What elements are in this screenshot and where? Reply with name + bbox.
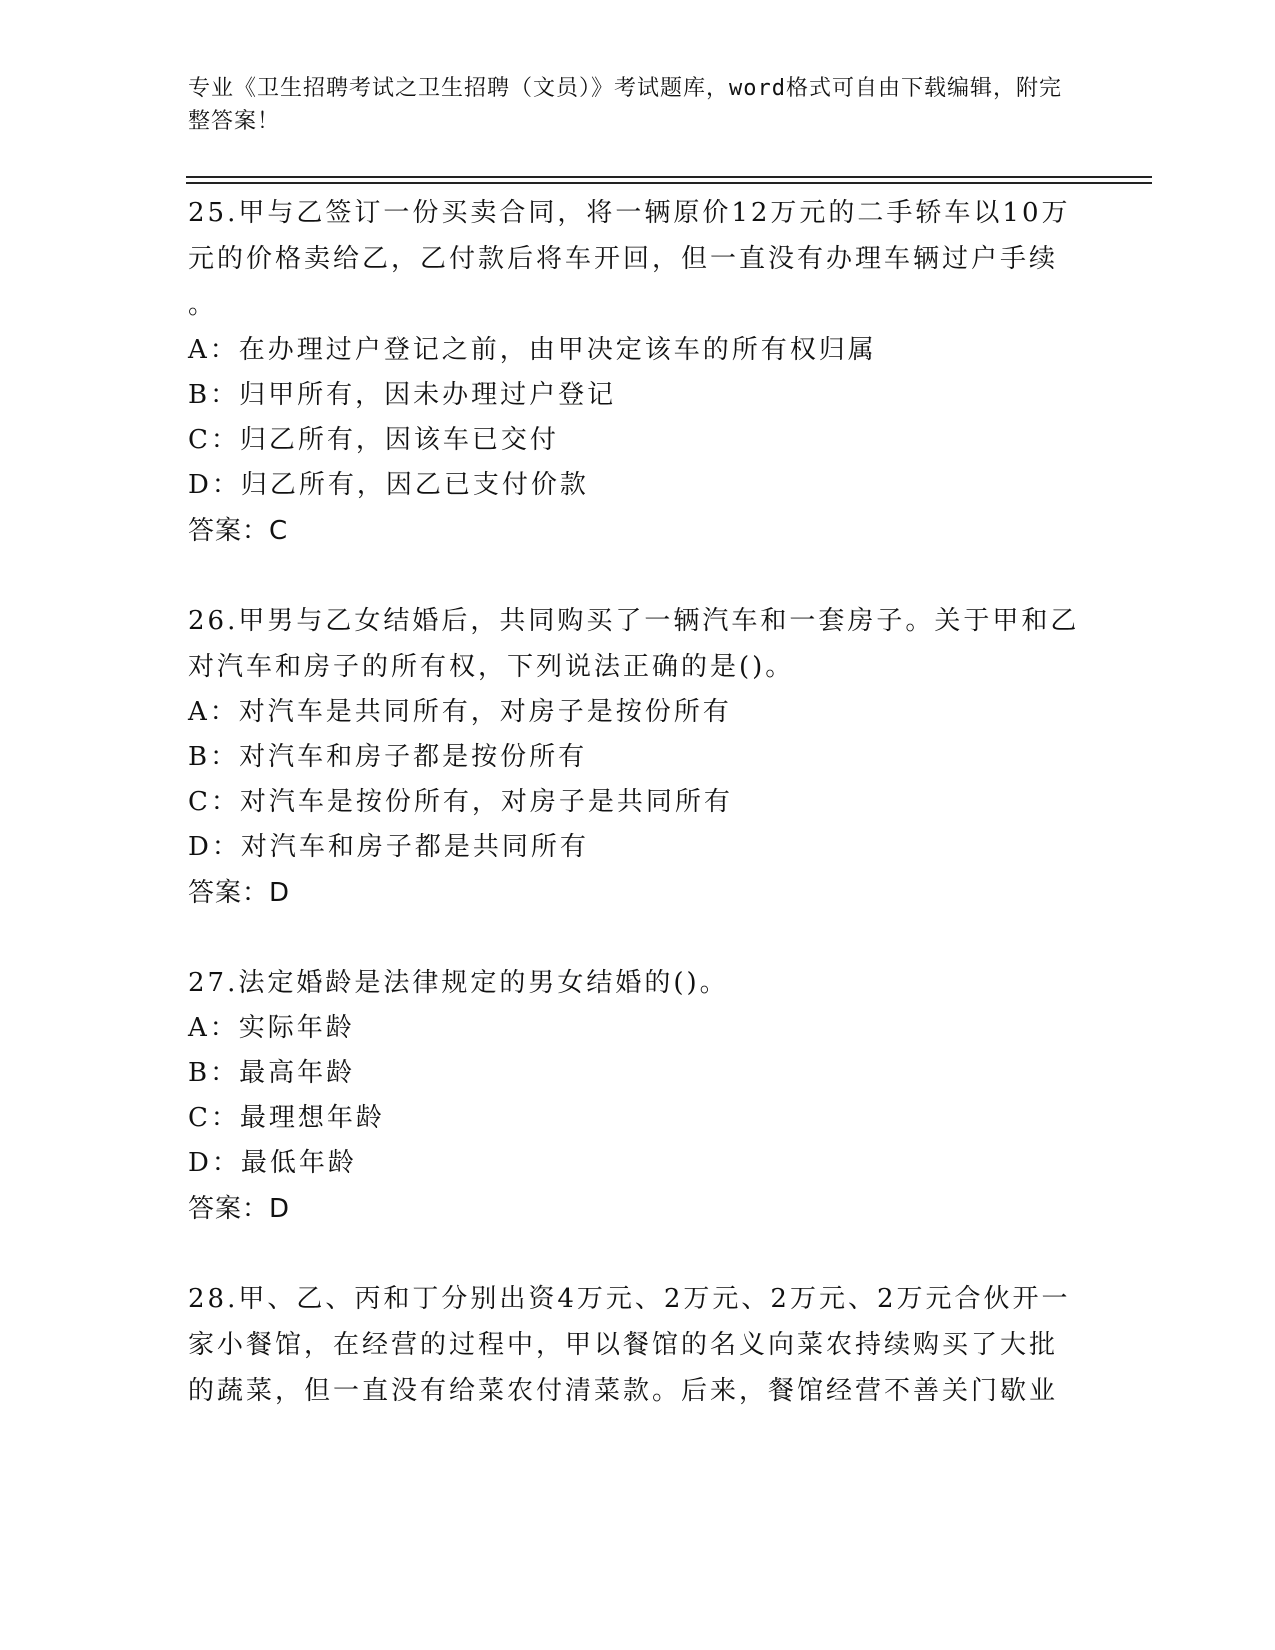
answer: 答案：D: [188, 1194, 291, 1224]
question-list: [188, 190, 1088, 1458]
option-a: A：实际年龄: [188, 1013, 355, 1043]
question-25: [188, 190, 1088, 554]
option-c: C：对汽车是按份所有，对房子是共同所有: [188, 787, 733, 817]
question-26: [188, 598, 1088, 916]
option-c: C：归乙所有，因该车已交付: [188, 425, 559, 455]
question-stem-line: 26.甲男与乙女结婚后，共同购买了一辆汽车和一套房子。关于甲和乙: [188, 606, 1080, 636]
question-stem-line: 家小餐馆，在经营的过程中，甲以餐馆的名义向菜农持续购买了大批: [188, 1330, 1059, 1360]
option-b: B：最高年龄: [188, 1058, 356, 1088]
question-stem-line: 27.法定婚龄是法律规定的男女结婚的()。: [188, 968, 729, 998]
question-stem-line: 元的价格卖给乙，乙付款后将车开回，但一直没有办理车辆过户手续: [188, 244, 1059, 274]
answer: 答案：D: [188, 878, 291, 908]
question-stem-line: 。: [188, 290, 218, 320]
header-divider-top: [186, 176, 1152, 178]
question-27: [188, 960, 1088, 1232]
option-b: B：归甲所有，因未办理过户登记: [188, 380, 617, 410]
option-c: C：最理想年龄: [188, 1103, 385, 1133]
question-stem-line: 28.甲、乙、丙和丁分别出资4万元、2万元、2万元、2万元合伙开一: [188, 1284, 1071, 1314]
option-a: A：在办理过户登记之前，由甲决定该车的所有权归属: [188, 335, 877, 365]
document-header: 专业《卫生招聘考试之卫生招聘（文员）》考试题库，word格式可自由下载编辑，附完整答案！: [188, 76, 1062, 134]
header-divider-bottom: [186, 182, 1152, 184]
option-d: D：对汽车和房子都是共同所有: [188, 832, 589, 862]
option-d: D：最低年龄: [188, 1148, 357, 1178]
option-b: B：对汽车和房子都是按份所有: [188, 742, 588, 772]
answer: 答案：C: [188, 516, 289, 546]
question-28: [188, 1276, 1088, 1414]
question-stem-line: 的蔬菜，但一直没有给菜农付清菜款。后来，餐馆经营不善关门歇业: [188, 1376, 1059, 1406]
question-stem-line: 对汽车和房子的所有权，下列说法正确的是()。: [188, 652, 795, 682]
option-a: A：对汽车是共同所有，对房子是按份所有: [188, 697, 732, 727]
option-d: D：归乙所有，因乙已支付价款: [188, 470, 589, 500]
question-stem-line: 25.甲与乙签订一份买卖合同，将一辆原价12万元的二手轿车以10万: [188, 198, 1071, 228]
